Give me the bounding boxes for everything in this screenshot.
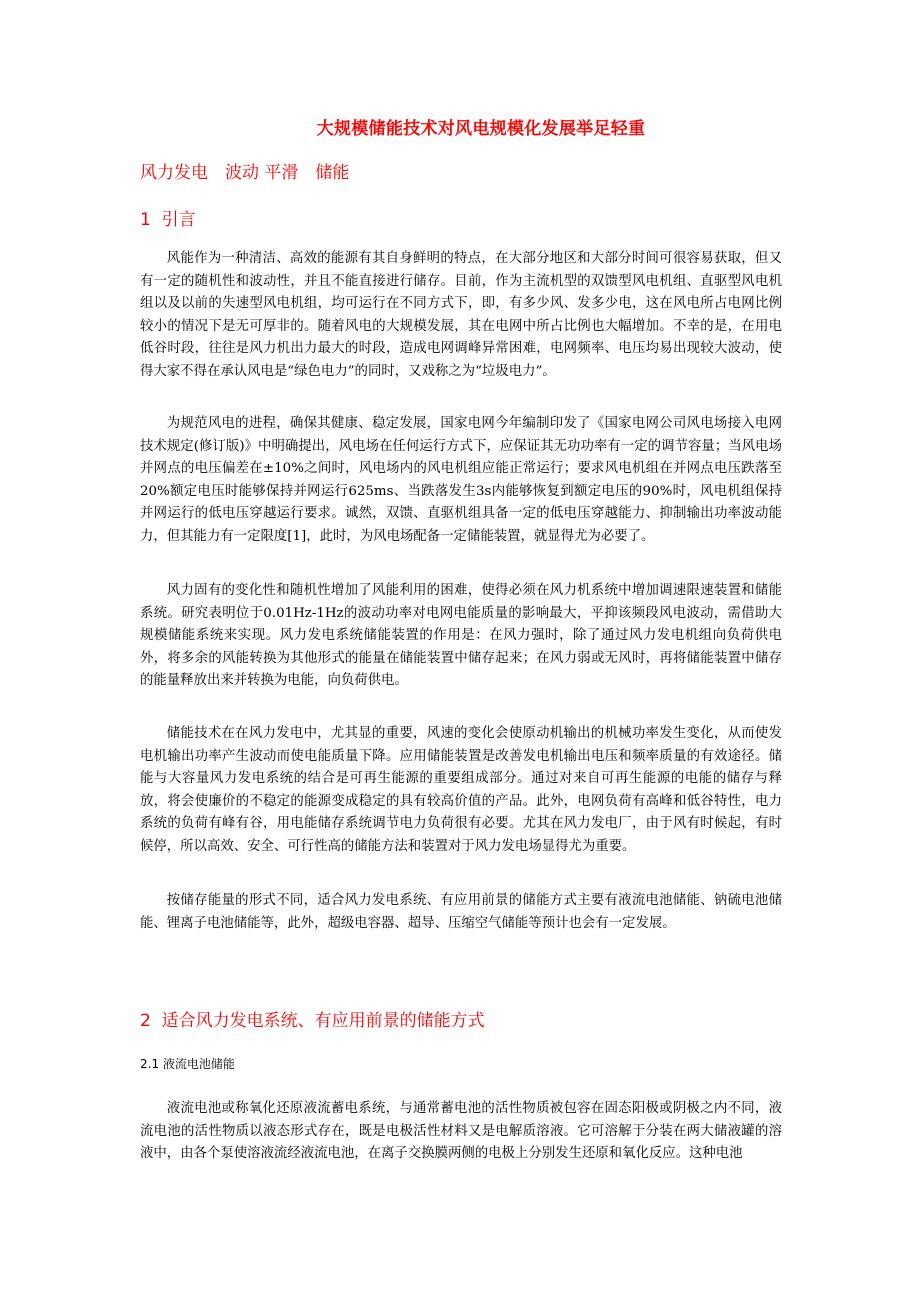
section-1-paragraph-1: 风能作为一种清洁、高效的能源有其自身鲜明的特点，在大部分地区和大部分时间可很容易获取，但又有一定的随机性和波动性，并且不能直接进行储存。目前，作为主流机型的双馈型风电机组、直驱型风电机组以及以前的失速型风电机组，均可运行在不同方式下，即，有多少风、发多少电，这在风电所占电网比例较小的情况下是无可厚非的。随着风电的大规模发展，其在电网中所占比例也大幅增加。不幸的是，在用电低谷时段，往往是风力机出力最大的时段，造成电网调峰异常困难，电网频率、电压均易出现较大波动，使得大家不得在承认风电是“绿色电力”的同时，又戏称之为“垃圾电力”。: [140, 251, 782, 379]
section-1-paragraph-4: 储能技术在在风力发电中，尤其显的重要，风速的变化会使原动机输出的机械功率发生变化，从而使发电机输出功率产生波动而使电能质量下降。应用储能装置是改善发电机输出电压和频率质量的有效途径。储能与大容量风力发电系统的结合是可再生能源的重要组成部分。通过对来自可再生能源的电能的储存与释放，将会使廉价的不稳定的能源变成稳定的具有较高价值的产品。此外，电网负荷有高峰和低谷特性，电力系统的负荷有峰有谷，用电能储存系统调节电力负荷很有必要。尤其在风力发电厂，由于风有时候起，有时候停，所以高效、安全、可行性高的储能方法和装置对于风力发电场显得尤为重要。: [140, 726, 782, 854]
subsection-2-1-heading: 2.1 液流电池储能: [140, 1057, 235, 1071]
section-1-heading: 1 引言: [140, 210, 196, 230]
keywords-line: 风力发电 波动 平滑 储能: [140, 163, 350, 183]
section-1-paragraph-2: 为规范风电的进程，确保其健康、稳定发展，国家电网今年编制印发了《国家电网公司风电场接入电网技术规定(修订版)》中明确提出，风电场在任何运行方式下，应保证其无功功率有一定的调节容量；当风电场并网点的电压偏差在±10%之间时，风电场内的风电机组应能正常运行；要求风电机组在并网点电压跌落至20%额定电压时能够保持并网运行625ms、当跌落发生3s内能够恢复到额定电压的90%时，风电机组保持并网运行的低电压穿越运行要求。诚然，双馈、直驱机组具备一定的低电压穿越能力、抑制输出功率波动能力，但其能力有一定限度[1]，此时，为风电场配备一定储能装置，就显得尤为必要了。: [140, 416, 782, 544]
subsection-2-1-paragraph: 液流电池或称氧化还原液流蓄电系统，与通常蓄电池的活性物质被包容在固态阳极或阴极之内不同，液流电池的活性物质以液态形式存在，既是电极活性材料又是电解质溶液。它可溶解于分装在两大储液罐的溶液中，由各个泵使溶液流经液流电池，在离子交换膜两侧的电极上分别发生还原和氧化反应。这种电池: [140, 1101, 782, 1161]
document-title: 大规模储能技术对风电规模化发展举足轻重: [316, 119, 646, 139]
section-2-heading: 2 适合风力发电系统、有应用前景的储能方式: [140, 1011, 485, 1031]
section-1-paragraph-3: 风力固有的变化性和随机性增加了风能利用的困难，使得必须在风力机系统中增加调速限速装置和储能系统。研究表明位于0.01Hz-1Hz的波动功率对电网电能质量的影响最大，平抑该频段风电波动，需借助大规模储能系统来实现。风力发电系统储能装置的作用是：在风力强时，除了通过风力发电机组向负荷供电外，将多余的风能转换为其他形式的能量在储能装置中储存起来；在风力弱或无风时，再将储能装置中储存的能量释放出来并转换为电能，向负荷供电。: [140, 583, 782, 688]
section-1-paragraph-5: 按储存能量的形式不同，适合风力发电系统、有应用前景的储能方式主要有液流电池储能、钠硫电池储能、锂离子电池储能等，此外，超级电容器、超导、压缩空气储能等预计也会有一定发展。: [140, 893, 782, 931]
